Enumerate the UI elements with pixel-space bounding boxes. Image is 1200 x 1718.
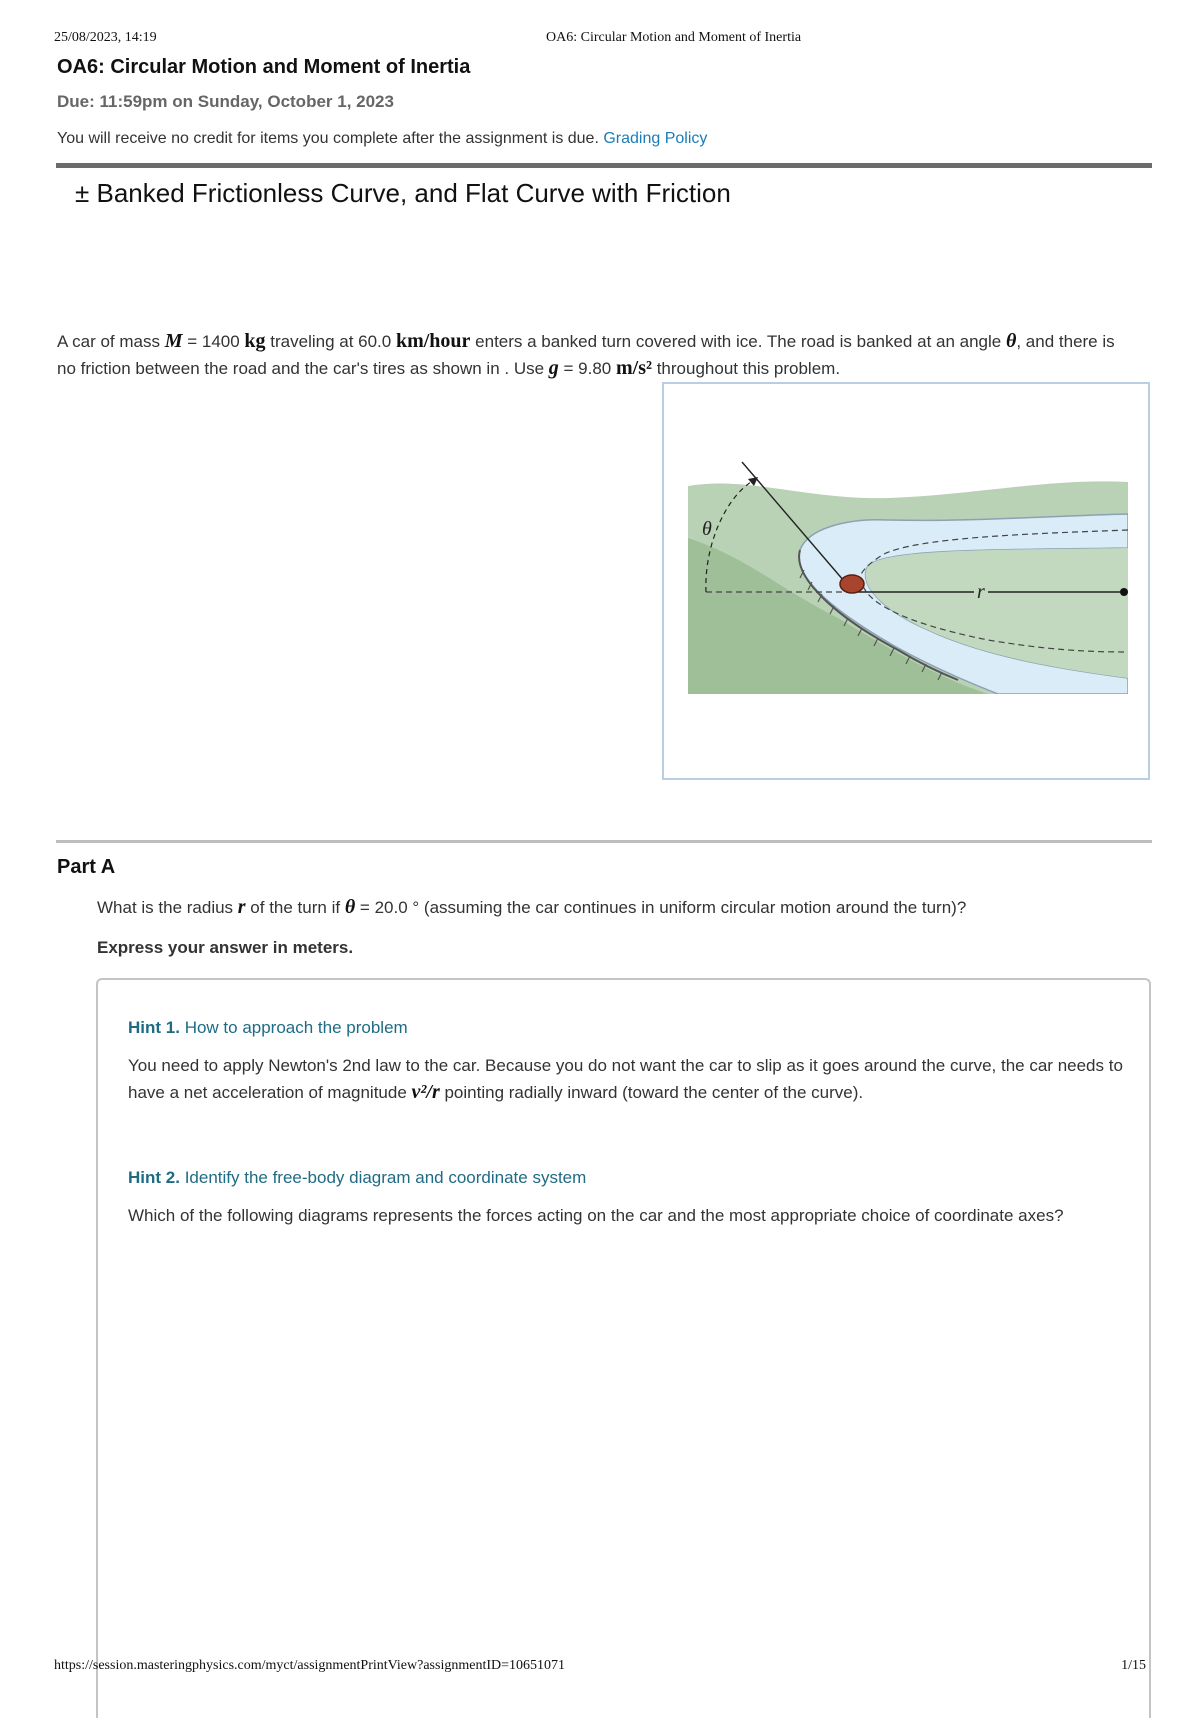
theta-arrowhead (748, 477, 758, 486)
hint-2-header[interactable]: Hint 2. Identify the free-body diagram and coordinate system (128, 1168, 587, 1187)
r-label: r (977, 581, 985, 603)
gravity-symbol: g (548, 357, 559, 379)
part-a-question: What is the radius r of the turn if θ = 20.0 ° (assuming the car continues in uniform circular motion around the turn)? (97, 896, 967, 918)
curve-center-point (1120, 588, 1128, 596)
banked-curve-illustration (688, 458, 1128, 694)
due-date: Due: 11:59pm on Sunday, October 1, 2023 (57, 92, 394, 111)
page-number: 1/15 (1121, 1658, 1146, 1673)
credit-note (57, 130, 707, 148)
car (840, 575, 864, 593)
print-footer (54, 1658, 1146, 1678)
print-date: 25/08/2023, 14:19 (54, 30, 157, 45)
banked-curve-figure (662, 382, 1150, 780)
hint-2 (128, 1168, 1128, 1229)
print-header (54, 30, 1146, 50)
theta-symbol: θ (344, 896, 356, 918)
part-a-label: Part A (57, 856, 116, 878)
hint-2-body: Which of the following diagrams represents the forces acting on the car and the most appropriate choice of coordinate axes? (128, 1206, 1064, 1225)
section-divider (56, 163, 1152, 168)
grading-policy-link[interactable]: Grading Policy (603, 130, 708, 147)
print-doc-title: OA6: Circular Motion and Moment of Inertia (546, 30, 802, 45)
credit-note-text: You will receive no credit for items you complete after the assignment is due. (57, 130, 599, 147)
theta-label: θ (702, 518, 712, 540)
hint-1-header[interactable]: Hint 1. How to approach the problem (128, 1018, 408, 1037)
mass-unit: kg (244, 330, 266, 352)
radius-symbol: r (237, 896, 246, 918)
gravity-unit: m/s² (615, 357, 652, 379)
acceleration-formula: v²/r (411, 1081, 440, 1103)
answer-instruction: Express your answer in meters. (97, 938, 354, 957)
problem-title: ± Banked Frictionless Curve, and Flat Curve with Friction (75, 178, 731, 208)
mass-symbol: M (164, 330, 183, 352)
hint-1-body: You need to apply Newton's 2nd law to the car. Because you do not want the car to slip as it goes around the curve, the car needs to have a net acceleration of magnitude v²/r pointing radially inward (toward the center of the curve). (128, 1056, 1123, 1103)
hint-1 (128, 1018, 1128, 1106)
hints-panel (96, 978, 1151, 1718)
part-divider (56, 840, 1152, 843)
print-url: https://session.masteringphysics.com/myct/assignmentPrintView?assignmentID=10651071 (54, 1658, 566, 1673)
speed-unit: km/hour (395, 330, 471, 352)
angle-symbol: θ (1005, 330, 1017, 352)
assignment-title: OA6: Circular Motion and Moment of Inertia (57, 56, 471, 78)
problem-statement: A car of mass M = 1400 kg traveling at 60.0 km/hour enters a banked turn covered with ice. The road is banked at an angle θ, and there is no friction between the road and the car's tires as shown in . Use g = 9.80 m/s² throughout this problem. (57, 330, 1115, 379)
